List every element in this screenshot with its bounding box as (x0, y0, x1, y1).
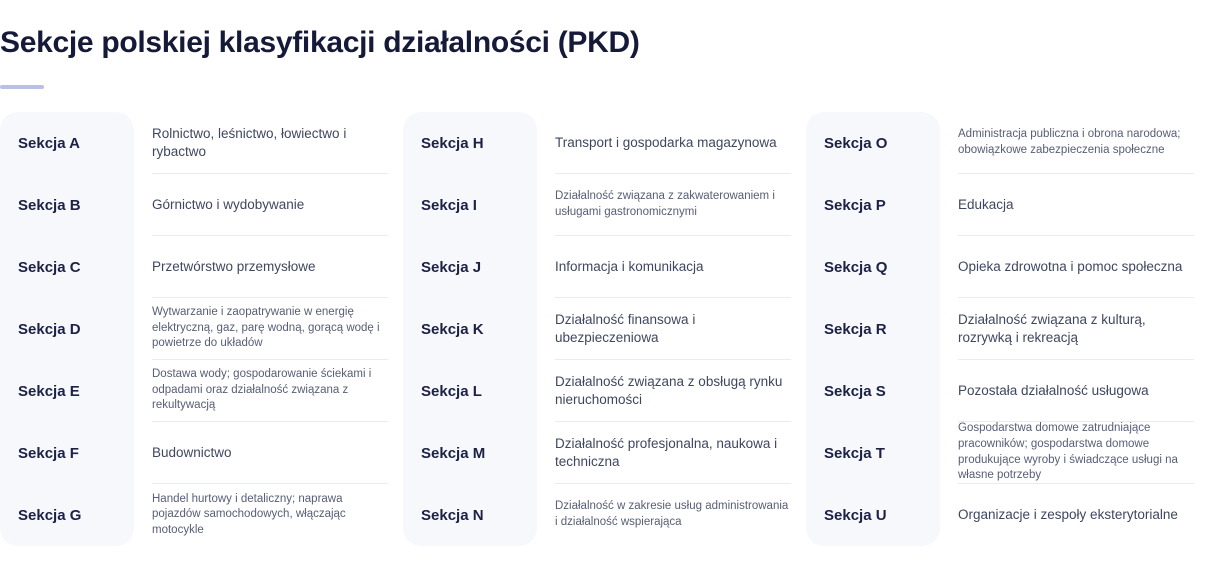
section-description: Działalność w zakresie usług administrowania i działalność wspierająca (555, 500, 789, 528)
section-description: Opieka zdrowotna i pomoc społeczna (958, 258, 1183, 274)
section-label[interactable]: Sekcja E (18, 382, 80, 400)
section-label[interactable]: Sekcja I (421, 196, 477, 214)
section-row (555, 422, 791, 484)
section-descriptions-1 (134, 112, 402, 546)
section-row (555, 298, 791, 360)
section-label[interactable]: Sekcja K (421, 320, 484, 338)
section-label[interactable]: Sekcja F (18, 444, 79, 462)
section-label[interactable]: Sekcja N (421, 506, 484, 524)
section-description: Handel hurtowy i detaliczny; naprawa pojazdów samochodowych, włączając motocykle (152, 492, 346, 536)
section-row (152, 298, 388, 360)
section-description: Administracja publiczna i obrona narodowa; obowiązkowe zabezpieczenia społeczne (958, 127, 1181, 156)
section-description: Dostawa wody; gospodarowanie ściekami i odpadami oraz działalność związana z rekultywacją (152, 368, 372, 412)
section-description: Wytwarzanie i zaopatrywanie w energię elektryczną, gaz, parę wodną, gorącą wodę i powietrze do układów (152, 306, 380, 350)
title-accent-bar (0, 85, 44, 89)
section-row (152, 174, 388, 236)
section-description: Działalność finansowa i ubezpieczeniowa (555, 311, 696, 345)
section-description: Przetwórstwo przemysłowe (152, 258, 316, 274)
section-label[interactable]: Sekcja J (421, 258, 482, 276)
section-row (152, 422, 388, 484)
section-labels-card-2 (403, 112, 537, 546)
page-title: Sekcje polskiej klasyfikacji działalności (PKD) (0, 26, 640, 59)
section-row (958, 236, 1194, 298)
section-labels-card-1 (0, 112, 134, 546)
section-row (958, 484, 1194, 546)
section-label[interactable]: Sekcja Q (824, 258, 888, 276)
section-row (958, 112, 1194, 174)
section-description: Działalność profesjonalna, naukowa i techniczna (555, 435, 778, 469)
sections-column-3 (806, 112, 1208, 546)
section-row (958, 360, 1194, 422)
section-label[interactable]: Sekcja L (421, 382, 482, 400)
section-label[interactable]: Sekcja C (18, 258, 81, 276)
section-description: Pozostała działalność usługowa (958, 382, 1149, 398)
section-description: Działalność związana z kulturą, rozrywką i rekreacją (958, 311, 1146, 345)
section-row (152, 484, 388, 546)
section-label[interactable]: Sekcja H (421, 134, 484, 152)
section-description: Rolnictwo, leśnictwo, łowiectwo i rybactwo (152, 125, 347, 159)
section-label[interactable]: Sekcja G (18, 506, 82, 524)
section-row (555, 236, 791, 298)
section-description: Działalność związana z zakwaterowaniem i usługami gastronomicznymi (555, 189, 775, 218)
section-descriptions-2 (537, 112, 805, 546)
section-row (555, 484, 791, 546)
section-label[interactable]: Sekcja U (824, 506, 887, 524)
section-label[interactable]: Sekcja S (824, 382, 886, 400)
section-description: Gospodarstwa domowe zatrudniające pracowników; gospodarstwa domowe produkujące wyroby i świadczące usługi na własne potrzeby (958, 422, 1178, 482)
section-labels-card-3 (806, 112, 940, 546)
sections-column-1 (0, 112, 402, 546)
section-row (555, 112, 791, 174)
section-description: Górnictwo i wydobywanie (152, 196, 305, 212)
section-description: Edukacja (958, 196, 1014, 212)
section-row (958, 174, 1194, 236)
section-label[interactable]: Sekcja R (824, 320, 887, 338)
section-row (958, 298, 1194, 360)
section-description: Budownictwo (152, 444, 232, 460)
section-label[interactable]: Sekcja B (18, 196, 81, 214)
section-row (555, 174, 791, 236)
section-description: Organizacje i zespoły eksterytorialne (958, 507, 1178, 523)
section-description: Transport i gospodarka magazynowa (555, 134, 777, 150)
section-label[interactable]: Sekcja A (18, 134, 80, 152)
section-row (152, 236, 388, 298)
sections-column-2 (403, 112, 805, 546)
section-label[interactable]: Sekcja O (824, 134, 888, 152)
section-description: Informacja i komunikacja (555, 258, 704, 274)
section-label[interactable]: Sekcja D (18, 320, 81, 338)
section-row (555, 360, 791, 422)
section-row (152, 112, 388, 174)
section-row (152, 360, 388, 422)
sections-columns (0, 112, 1208, 546)
section-label[interactable]: Sekcja P (824, 196, 886, 214)
section-label[interactable]: Sekcja M (421, 444, 486, 462)
section-description: Działalność związana z obsługą rynku nieruchomości (555, 373, 783, 407)
section-row (958, 422, 1194, 484)
section-label[interactable]: Sekcja T (824, 444, 885, 462)
section-descriptions-3 (940, 112, 1208, 546)
